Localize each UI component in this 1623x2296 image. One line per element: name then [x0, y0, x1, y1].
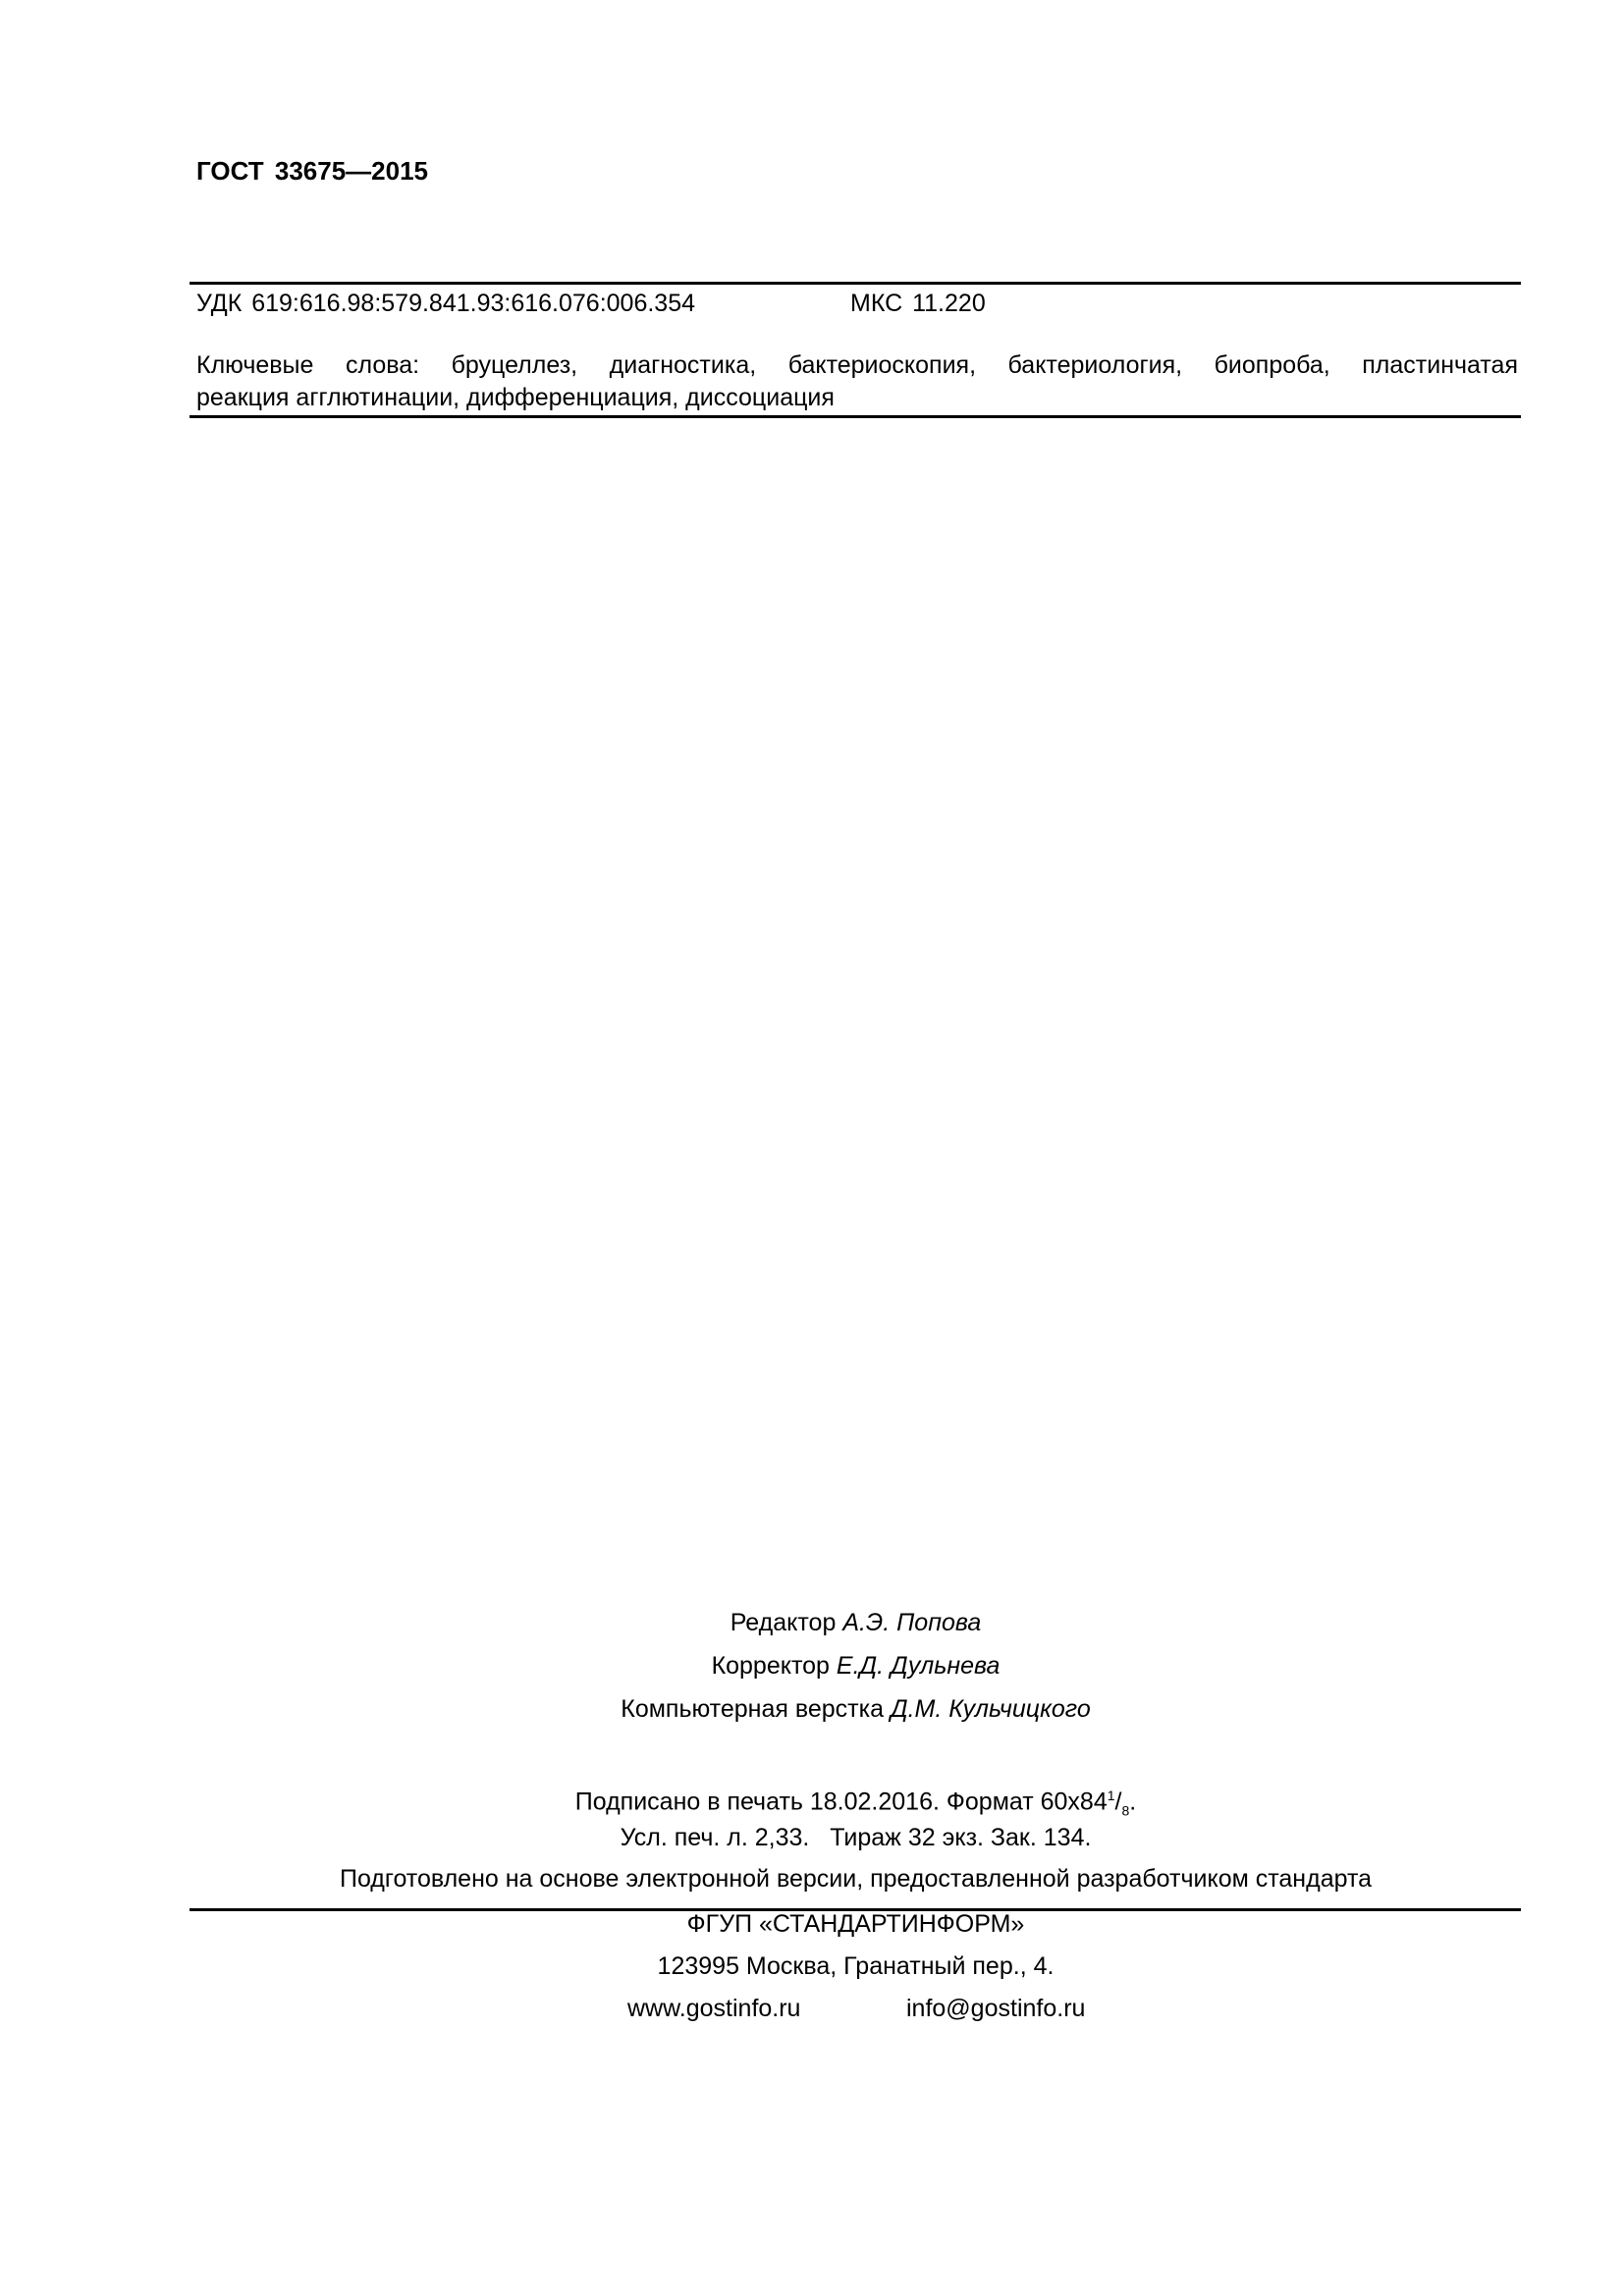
- format-numerator: 1: [1107, 1788, 1115, 1803]
- mks-code: МКС 11.220: [850, 290, 986, 317]
- layout-credit: [0, 1694, 1623, 1724]
- keywords-line-1: Ключевые слова: бруцеллез, диагностика, бактериоскопия, бактериология, биопроба, пластинчатая: [196, 351, 1518, 379]
- corrector-name: Е.Д. Дульнева: [836, 1652, 1001, 1680]
- keywords-rule: [189, 415, 1521, 418]
- format-denominator: 8: [1121, 1802, 1130, 1819]
- corrector-label: Корректор: [711, 1652, 830, 1680]
- document-designation: ГОСТ 33675—2015: [196, 156, 428, 186]
- editor-label: Редактор: [730, 1609, 837, 1636]
- print-details: [0, 1823, 1623, 1852]
- print-sheets: Усл. печ. л. 2,33.: [620, 1824, 810, 1851]
- signed-for-print: Подписано в печать 18.02.2016. Формат $60x84^1/_8$.: [574, 1788, 1137, 1819]
- publisher-website[interactable]: www.gostinfo.ru: [627, 1995, 801, 2022]
- publisher-email[interactable]: info@gostinfo.ru: [906, 1995, 1086, 2022]
- signed-text: Подписано в печать 18.02.2016. Формат 60x84: [574, 1788, 1108, 1816]
- circulation: Тираж 32 экз. Зак. 134.: [830, 1824, 1092, 1851]
- editor-name: А.Э. Попова: [842, 1609, 982, 1636]
- top-rule: [189, 282, 1521, 285]
- udk-code: УДК 619:616.98:579.841.93:616.076:006.354: [196, 290, 696, 317]
- publisher-address: 123995 Москва, Гранатный пер., 4.: [657, 1952, 1055, 1980]
- publisher-name: ФГУП «СТАНДАРТИНФОРМ»: [686, 1910, 1025, 1938]
- corrector-credit: [0, 1651, 1623, 1681]
- prepared-note: Подготовлено на основе электронной версии, предоставленной разработчиком стандарта: [339, 1865, 1373, 1893]
- format-end: .: [1129, 1788, 1137, 1816]
- keywords-line-2: реакция агглютинации, дифференциация, диссоциация: [196, 384, 835, 411]
- editor-credit: [0, 1608, 1623, 1637]
- layout-name: Д.М. Кульчицкого: [890, 1695, 1091, 1723]
- layout-label: Компьютерная верстка: [621, 1695, 885, 1723]
